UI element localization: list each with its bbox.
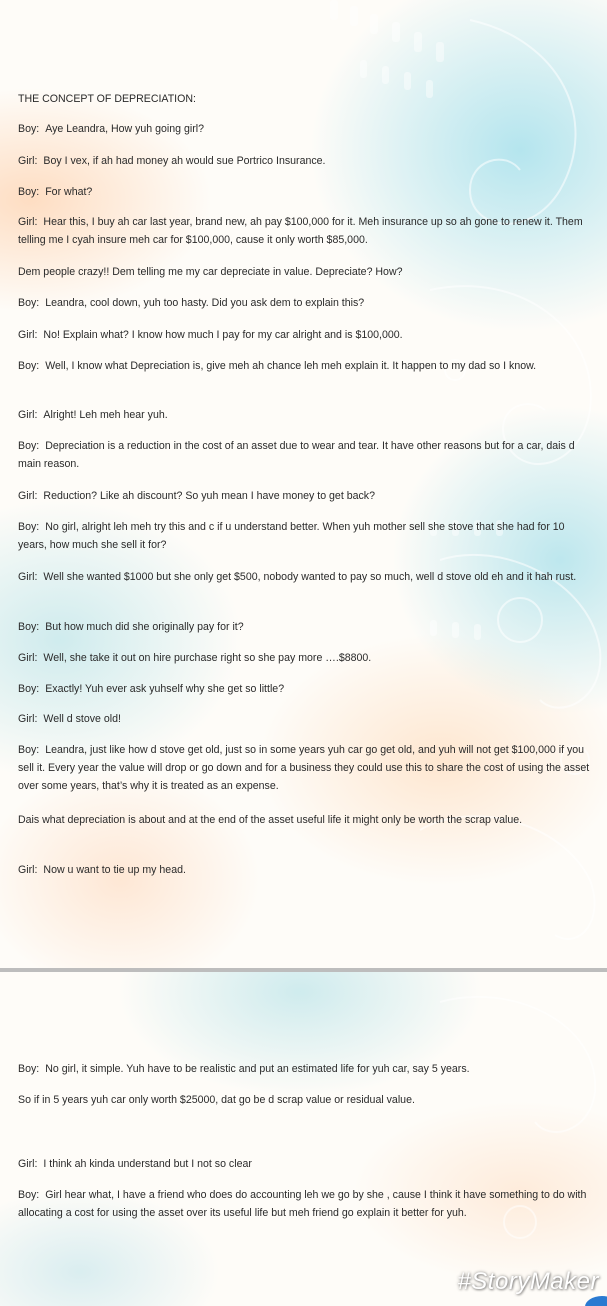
dialogue-line	[18, 1186, 592, 1222]
speaker-label: Boy:	[18, 683, 40, 695]
speaker-label: Girl:	[18, 490, 38, 502]
dialogue-line	[18, 487, 592, 505]
dialogue-line	[18, 1091, 592, 1109]
speaker-label: Girl:	[18, 155, 38, 167]
speaker-label: Girl:	[18, 329, 38, 341]
line-text: Alright! Leh meh hear yuh.	[43, 409, 168, 421]
speaker-label: Girl:	[18, 864, 38, 876]
speaker-label: Girl:	[18, 1158, 38, 1170]
line-text: Reduction? Like ah discount? So yuh mean I have money to get back?	[43, 490, 375, 502]
line-text: For what?	[45, 186, 93, 198]
line-text: Girl hear what, I have a friend who does do accounting leh we go by she , cause I think it have something to do with allocating a cost for using the asset over its useful life but meh friend go explain it better for yuh.	[18, 1189, 587, 1219]
speaker-label: Boy:	[18, 621, 40, 633]
dialogue-line	[18, 437, 592, 473]
dialogue-line	[18, 294, 592, 312]
page-two	[0, 972, 607, 1306]
line-text: Boy I vex, if ah had money ah would sue Portrico Insurance.	[43, 155, 326, 167]
line-text: Exactly! Yuh ever ask yuhself why she get so little?	[45, 683, 285, 695]
dialogue-line	[18, 861, 592, 879]
dialogue-line	[18, 568, 592, 586]
dialogue-line	[18, 357, 592, 375]
line-text: Well she wanted $1000 but she only get $500, nobody wanted to pay so much, well d stove old eh and it hah rust.	[43, 571, 577, 583]
line-text: Now u want to tie up my head.	[43, 864, 186, 876]
line-text: Well, she take it out on hire purchase right so she pay more ….$8800.	[43, 652, 372, 664]
dialogue-line	[18, 152, 592, 170]
dialogue-line	[18, 1060, 592, 1078]
speaker-label: Girl:	[18, 713, 38, 725]
dialogue-line	[18, 710, 592, 728]
speaker-label: Girl:	[18, 571, 38, 583]
speaker-label: Boy:	[18, 360, 40, 372]
corner-button[interactable]	[585, 1296, 607, 1306]
dialogue-line	[18, 1155, 592, 1173]
document-title: THE CONCEPT OF DEPRECIATION:	[18, 93, 196, 105]
dialogue-line	[18, 680, 592, 698]
speaker-label: Boy:	[18, 297, 40, 309]
line-text: Hear this, I buy ah car last year, brand new, ah pay $100,000 for it. Meh insurance up so ah gone to renew it. Them telling me I cyah insure meh car for $100,000, cause it only worth $85,000.	[18, 216, 583, 246]
speaker-label: Boy:	[18, 744, 40, 756]
dialogue-line	[18, 649, 592, 667]
decorative-swirl-background	[0, 972, 607, 1306]
speaker-label: Boy:	[18, 440, 40, 452]
speaker-label: Boy:	[18, 521, 40, 533]
speaker-label: Girl:	[18, 652, 38, 664]
speaker-label: Boy:	[18, 1063, 40, 1075]
line-text: Leandra, just like how d stove get old, just so in some years yuh car go get old, and yuh will not get $100,000 if you sell it. Every year the value will drop or go down and for a business they could use this to share the cost of using the asset over some years, that’s why it is treated as an expense.	[18, 744, 590, 792]
speaker-label: Boy:	[18, 1189, 40, 1201]
storymaker-watermark: #StoryMaker	[457, 1268, 599, 1295]
dialogue-line	[18, 406, 592, 424]
line-text: No! Explain what? I know how much I pay for my car alright and is $100,000.	[43, 329, 403, 341]
line-text: Well, I know what Depreciation is, give meh ah chance leh meh explain it. It happen to my dad so I know.	[45, 360, 537, 372]
dialogue-line	[18, 183, 592, 201]
line-text: Leandra, cool down, yuh too hasty. Did you ask dem to explain this?	[45, 297, 365, 309]
speaker-label: Girl:	[18, 216, 38, 228]
dialogue-line	[18, 518, 592, 554]
line-text: Aye Leandra, How yuh going girl?	[45, 123, 205, 135]
line-text: Dais what depreciation is about and at the end of the asset useful life it might only be worth the scrap value.	[18, 814, 523, 826]
line-text: But how much did she originally pay for it?	[45, 621, 244, 633]
line-text: So if in 5 years yuh car only worth $25000, dat go be d scrap value or residual value.	[18, 1094, 415, 1106]
dialogue-line	[18, 811, 592, 829]
dialogue-line	[18, 213, 592, 249]
speaker-label: Boy:	[18, 186, 40, 198]
speaker-label: Boy:	[18, 123, 40, 135]
dialogue-line	[18, 618, 592, 636]
dialogue-line	[18, 741, 592, 795]
line-text: Dem people crazy!! Dem telling me my car depreciate in value. Depreciate? How?	[18, 266, 403, 278]
line-text: No girl, alright leh meh try this and c if u understand better. When yuh mother sell she stove that she had for 10 years, how much she sell it for?	[18, 521, 565, 551]
dialogue-line	[18, 326, 592, 344]
line-text: No girl, it simple. Yuh have to be realistic and put an estimated life for yuh car, say 5 years.	[45, 1063, 470, 1075]
dialogue-line	[18, 263, 592, 281]
line-text: I think ah kinda understand but I not so clear	[43, 1158, 252, 1170]
speaker-label: Girl:	[18, 409, 38, 421]
line-text: Depreciation is a reduction in the cost of an asset due to wear and tear. It have other reasons but for a car, dais d main reason.	[18, 440, 575, 470]
line-text: Well d stove old!	[43, 713, 121, 725]
dialogue-line	[18, 120, 592, 138]
